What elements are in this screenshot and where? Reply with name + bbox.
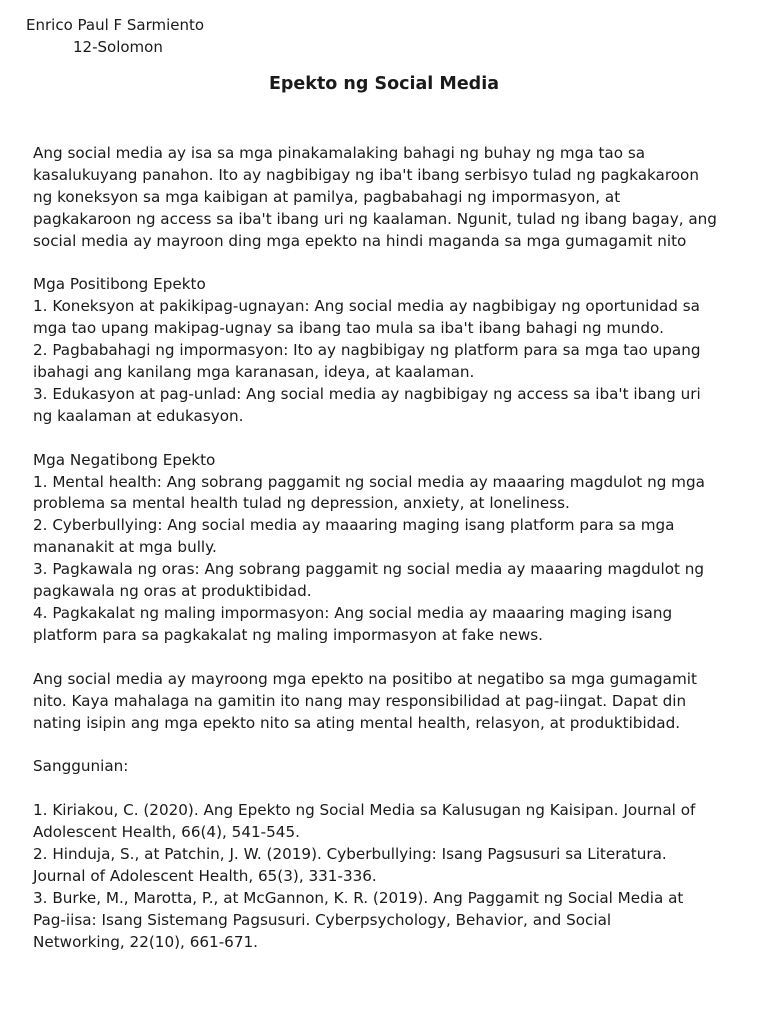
reference-line: Pag-iisa: Isang Sistemang Pagsusuri. Cyberpsychology, Behavior, and Social (33, 910, 612, 929)
reference-line: Networking, 22(10), 661-671. (33, 932, 258, 951)
positive-line: ng kaalaman at edukasyon. (33, 406, 244, 425)
intro-line: Ang social media ay isa sa mga pinakamalaking bahagi ng buhay ng mga tao sa (33, 144, 646, 162)
reference-line: Journal of Adolescent Health, 65(3), 331-336. (33, 866, 377, 885)
positive-line: mga tao upang makipag-ugnay sa ibang tao mula sa iba't ibang bahagi ng mundo. (33, 319, 664, 338)
negative-heading: Mga Negatibong Epekto (33, 450, 216, 469)
conclusion-line: nito. Kaya mahalaga na gamitin ito nang may responsibilidad at pag-iingat. Dapat din (33, 691, 687, 710)
intro-line: ng koneksyon sa mga kaibigan at pamilya, pagbabahagi ng impormasyon, at (33, 187, 621, 206)
document-title: Epekto ng Social Media (268, 74, 500, 94)
positive-line: 2. Pagbabahagi ng impormasyon: Ito ay nagbibigay ng platform para sa mga tao upang (33, 341, 701, 360)
intro-line: pagkakaroon ng access sa iba't ibang uri ng kaalaman. Ngunit, tulad ng ibang bagay, ang (33, 209, 717, 228)
references-heading: Sanggunian: (33, 757, 129, 776)
reference-line: 2. Hinduja, S., at Patchin, J. W. (2019). Cyberbullying: Isang Pagsusuri sa Literatura. (33, 844, 667, 863)
positive-line: 3. Edukasyon at pag-unlad: Ang social media ay nagbibigay ng access sa iba't ibang uri (33, 384, 701, 403)
paragraph-gap (33, 778, 735, 800)
reference-line: 1. Kiriakou, C. (2020). Ang Epekto ng Social Media sa Kalusugan ng Kaisipan. Journal of (33, 801, 696, 820)
negative-line: platform para sa pagkakalat ng maling impormasyon at fake news. (33, 625, 543, 644)
conclusion-line: nating isipin ang mga epekto nito sa ating mental health, relasyon, at produktibidad. (33, 713, 681, 732)
negative-line: pagkawala ng oras at produktibidad. (33, 582, 312, 601)
reference-line: Adolescent Health, 66(4), 541-545. (33, 823, 300, 842)
positive-heading: Mga Positibong Epekto (33, 275, 206, 294)
intro-line: kasalukuyang panahon. Ito ay nagbibigay ng iba't ibang serbisyo tulad ng pagkakaroon (33, 165, 699, 184)
paragraph-gap (33, 428, 735, 450)
negative-line: 1. Mental health: Ang sobrang paggamit ng social media ay maaaring magdulot ng mga (33, 472, 705, 491)
negative-line: 2. Cyberbullying: Ang social media ay maaaring maging isang platform para sa mga (33, 516, 675, 535)
reference-line: 3. Burke, M., Marotta, P., at McGannon, K. R. (2019). Ang Paggamit ng Social Media at (33, 888, 684, 907)
negative-line: 4. Pagkakalat ng maling impormasyon: Ang social media ay maaaring maging isang (33, 604, 673, 622)
positive-line: 1. Koneksyon at pakikipag-ugnayan: Ang social media ay nagbibigay ng oportunidad sa (33, 297, 700, 316)
paragraph-gap (33, 253, 735, 275)
negative-line: problema sa mental health tulad ng depression, anxiety, at loneliness. (33, 494, 570, 513)
positive-line: ibahagi ang kanilang mga karanasan, ideya, at kaalaman. (33, 363, 475, 382)
author-name: Enrico Paul F Sarmiento (26, 16, 205, 34)
intro-line: social media ay mayroon ding mga epekto na hindi maganda sa mga gumagamit nito (33, 231, 687, 250)
negative-line: 3. Pagkawala ng oras: Ang sobrang paggamit ng social media ay maaaring magdulot ng (33, 560, 705, 579)
class-section: 12-Solomon (73, 38, 163, 56)
document-body (33, 143, 735, 953)
paragraph-gap (33, 734, 735, 756)
author-block (26, 14, 204, 58)
conclusion-line: Ang social media ay mayroong mga epekto na positibo at negatibo sa mga gumagamit (33, 669, 697, 688)
paragraph-gap (33, 647, 735, 669)
negative-line: mananakit at mga bully. (33, 538, 217, 557)
